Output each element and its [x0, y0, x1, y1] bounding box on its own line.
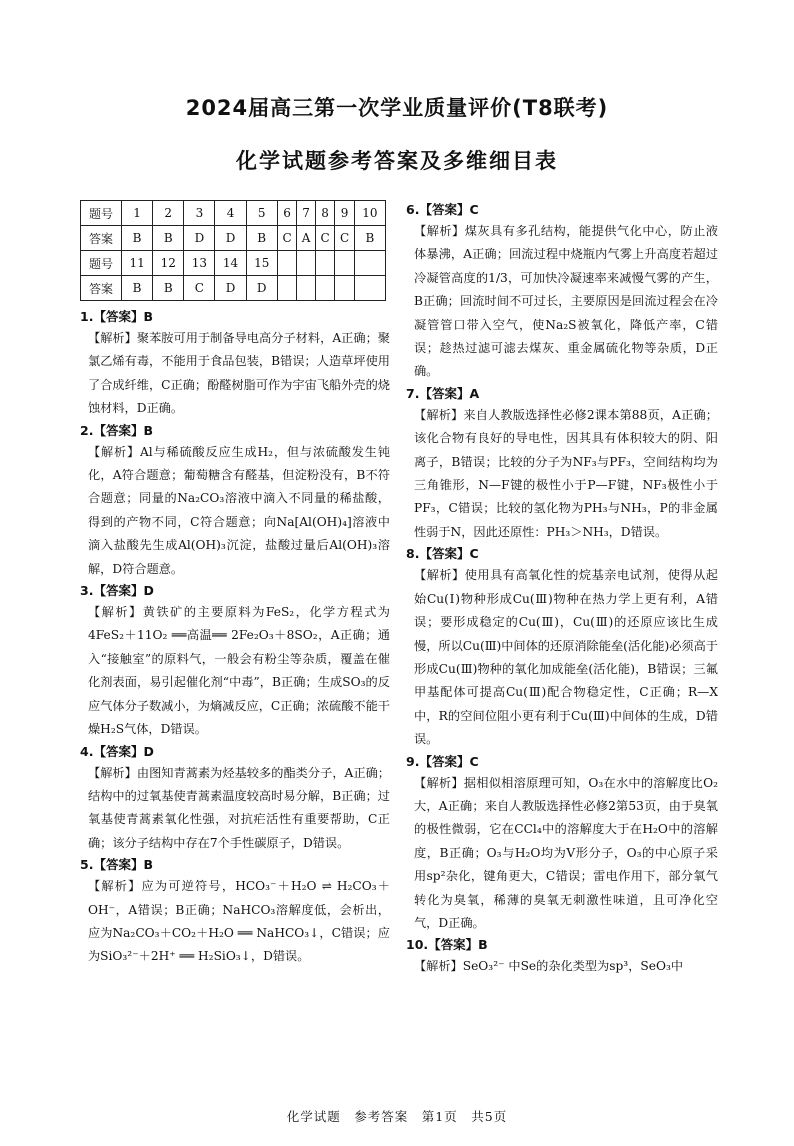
answer-table-cell: 10: [354, 201, 385, 226]
left-column: [80, 200, 390, 969]
left-question-list: [80, 307, 390, 969]
question-item: [406, 935, 718, 978]
answer-table-cell: 答案: [81, 276, 122, 301]
answer-table-cell: 3: [184, 201, 215, 226]
analysis-text: 【解析】使用具有高氧化性的烷基亲电试剂，使得从起始Cu(Ⅰ)物种形成Cu(Ⅲ)物种在热力学上更有利，A错误；要形成稳定的Cu(Ⅲ)，Cu(Ⅲ)的还原应该比生成慢，所以Cu(Ⅲ)中间体的还原消除能垒(活化能)必须高于形成Cu(Ⅲ)物种的氧化加成能垒(活化能)，B错误；三氟甲基配体可提高Cu(Ⅲ)配合物稳定性，C正确；R—X中，R的空间位阻小更有利于Cu(Ⅲ)中间体的生成，D错误。: [414, 568, 718, 747]
page-footer: 化学试题 参考答案 第1页 共5页: [286, 1109, 508, 1124]
analysis-text: 【解析】Al与稀硫酸反应生成H₂，但与浓硫酸发生钝化，A符合题意；葡萄糖含有醛基，但淀粉没有，B不符合题意；同量的Na₂CO₃溶液中滴入不同量的稀盐酸，得到的产物不同，C符合题意；向Na[Al(OH)₄]溶液中滴入盐酸先生成Al(OH)₃沉淀，盐酸过量后Al(OH)₃溶解，D符合题意。: [88, 444, 390, 576]
answer-table-cell: [354, 251, 385, 276]
analysis-text: 【解析】据相似相溶原理可知，O₃在水中的溶解度比O₂大，A正确；来自人教版选择性必修2第53页，由于臭氧的极性微弱，它在CCl₄中的溶解度大于在H₂O中的溶解度，B正确；O₃与H₂O均为V形分子，O₃的中心原子采用sp²杂化，键角更大，C错误；雷电作用下，部分氧气转化为臭氧，稀薄的臭氧无刺激性味道，且可净化空气，D正确。: [414, 775, 718, 930]
question-item: [80, 421, 390, 581]
answer-table-cell: [277, 251, 297, 276]
answer-table-cell: [277, 276, 297, 301]
answer-table-cell: [315, 276, 335, 301]
answer-table-cell: 14: [215, 251, 246, 276]
answer-table-cell: 1: [122, 201, 153, 226]
answer-label: 【答案】C: [419, 753, 479, 769]
answer-table-cell: C: [184, 276, 215, 301]
question-number: 2.: [80, 422, 94, 438]
answer-table-cell: B: [354, 226, 385, 251]
answer-table-cell: B: [246, 226, 277, 251]
answer-label: 【答案】A: [419, 385, 480, 401]
question-item: [80, 307, 390, 421]
answer-line: [80, 742, 390, 762]
question-number: 9.: [406, 753, 420, 769]
answer-line: [406, 200, 718, 220]
answer-label: 【答案】B: [428, 937, 488, 953]
answer-table-cell: 题号: [81, 201, 122, 226]
answer-line: [80, 855, 390, 875]
analysis-text: 【解析】聚苯胺可用于制备导电高分子材料，A正确；聚氯乙烯有毒，不能用于食品包装，B错误；人造草坪使用了合成纤维，C正确；酚醛树脂可作为宇宙飞船外壳的烧蚀材料，D正确。: [88, 331, 390, 416]
answer-line: [406, 384, 718, 404]
question-item: [80, 742, 390, 856]
question-number: 6.: [406, 202, 420, 217]
answer-line: [80, 581, 390, 601]
analysis-text: 【解析】SeO₃²⁻ 中Se的杂化类型为sp³，SeO₃中: [414, 959, 684, 974]
question-number: 1.: [80, 309, 94, 324]
answer-table-cell: 15: [246, 251, 277, 276]
analysis-text: 【解析】煤灰具有多孔结构，能提供气化中心，防止液体暴沸，A正确；回流过程中烧瓶内气雾上升高度若超过冷凝管高度的1/3，可加快冷凝速率来减慢气雾的产生，B正确；回流时间不可过长，主要原因是回流过程会在冷凝管管口带入空气，使Na₂S被氧化，降低产率，C错误；趁热过滤可滤去煤灰、重金属硫化物等杂质，D正确。: [414, 224, 718, 379]
answer-label: 【答案】D: [93, 583, 154, 599]
answer-table-cell: C: [277, 226, 297, 251]
answer-table-cell: D: [215, 226, 246, 251]
right-question-list: [406, 200, 718, 979]
analysis-text: 【解析】黄铁矿的主要原料为FeS₂，化学方程式为4FeS₂＋11O₂ ══高温══ 2Fe₂O₃＋8SO₂，A正确；通入“接触室”的原料气，一般会有粉尘等杂质，覆盖在催化剂表面，易引起催化剂“中毒”，B正确；生成SO₃的反应气体分子数减小，为熵减反应，C正确；浓硫酸不能干燥H₂S气体，D错误。: [88, 605, 390, 737]
answer-label: 【答案】C: [419, 202, 479, 217]
answer-table-cell: 4: [215, 201, 246, 226]
question-number: 8.: [406, 546, 420, 562]
answer-line: [406, 935, 718, 955]
answer-table-cell: 9: [335, 201, 355, 226]
answer-table-cell: [354, 276, 385, 301]
answer-table-cell: 7: [297, 201, 316, 226]
answer-table-cell: 题号: [81, 251, 122, 276]
answer-table-cell: 2: [153, 201, 184, 226]
answer-line: [406, 544, 718, 564]
question-number: 7.: [406, 385, 420, 401]
answer-table-cell: [297, 276, 316, 301]
answer-table-row: [81, 226, 386, 251]
answer-table-cell: B: [122, 226, 153, 251]
answer-label: 【答案】C: [419, 546, 479, 562]
answer-table-cell: [335, 276, 355, 301]
question-number: 4.: [80, 743, 94, 759]
question-item: [406, 200, 718, 384]
answer-table-cell: 12: [153, 251, 184, 276]
answer-table-cell: 8: [315, 201, 335, 226]
answer-line: [406, 752, 718, 772]
question-number: 5.: [80, 857, 94, 873]
answer-table-cell: B: [122, 276, 153, 301]
answer-table-cell: B: [153, 226, 184, 251]
page-subtitle: 化学试题参考答案及多维细目表: [236, 149, 558, 173]
answer-table-cell: D: [246, 276, 277, 301]
answer-table-cell: B: [153, 276, 184, 301]
answer-table-cell: 5: [246, 201, 277, 226]
analysis-text: 【解析】应为可逆符号，HCO₃⁻＋H₂O ⇌ H₂CO₃＋OH⁻，A错误；B正确；NaHCO₃溶解度低，会析出，应为Na₂CO₃＋CO₂＋H₂O ══ NaHCO₃↓，C错误；应为SiO₃²⁻＋2H⁺ ══ H₂SiO₃↓，D错误。: [88, 879, 390, 964]
question-item: [80, 581, 390, 741]
answer-line: [80, 421, 390, 441]
answer-table-cell: 6: [277, 201, 297, 226]
question-item: [80, 855, 390, 969]
answer-label: 【答案】D: [93, 743, 154, 759]
answer-table-cell: [335, 251, 355, 276]
answer-table: [80, 200, 386, 301]
answer-table-row: [81, 201, 386, 226]
answer-label: 【答案】B: [93, 422, 153, 438]
answer-label: 【答案】B: [93, 857, 153, 873]
answer-table-row: [81, 251, 386, 276]
right-column: [406, 200, 718, 979]
analysis-text: 【解析】由图知青蒿素为烃基较多的酯类分子，A正确；结构中的过氧基使青蒿素温度较高时易分解，B正确；过氧基使青蒿素氧化性强，对抗疟活性有重要帮助，C正确；该分子结构中存在7个手性碳原子，D错误。: [88, 765, 390, 850]
answer-table-cell: D: [184, 226, 215, 251]
answer-table-cell: C: [335, 226, 355, 251]
answer-table-row: [81, 276, 386, 301]
answer-table-cell: A: [297, 226, 316, 251]
answer-table-cell: D: [215, 276, 246, 301]
page-title: 2024届高三第一次学业质量评价(T8联考): [185, 96, 609, 120]
question-item: [406, 752, 718, 936]
answer-table-cell: C: [315, 226, 335, 251]
answer-table-cell: [297, 251, 316, 276]
answer-table-cell: 答案: [81, 226, 122, 251]
answer-label: 【答案】B: [93, 309, 153, 324]
question-number: 10.: [406, 937, 429, 953]
answer-table-cell: 11: [122, 251, 153, 276]
analysis-text: 【解析】来自人教版选择性必修2课本第88页，A正确；该化合物有良好的导电性，因其具有体积较大的阴、阳离子，B错误；比较的分子为NF₃与PF₃，空间结构均为三角锥形，N—F键的极性小于P—F键，NF₃极性小于PF₃，C错误；比较的氢化物为PH₃与NH₃，P的非金属性弱于N，因此还原性：PH₃＞NH₃，D错误。: [414, 407, 718, 539]
question-number: 3.: [80, 583, 94, 599]
answer-table-cell: [315, 251, 335, 276]
answer-table-cell: 13: [184, 251, 215, 276]
question-item: [406, 384, 718, 544]
question-item: [406, 544, 718, 751]
answer-line: [80, 307, 390, 327]
